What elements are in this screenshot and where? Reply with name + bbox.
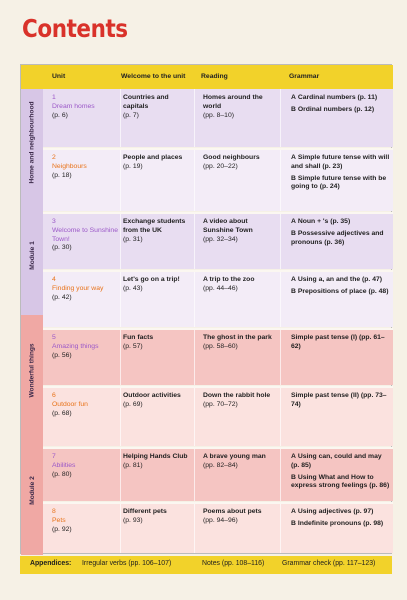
reading-pages: (pp. 32–34) <box>203 235 238 243</box>
welcome-cell <box>123 503 195 553</box>
unit-pages: (p. 80) <box>52 470 72 478</box>
grammar-item <box>291 508 391 517</box>
header-unit: Unit <box>52 73 66 81</box>
welcome-topic: Fun facts <box>123 334 154 341</box>
unit-number: 8 <box>52 508 56 515</box>
grammar-item <box>291 94 391 103</box>
unit-cell <box>52 329 121 385</box>
grammar-item-text: Simple future tense with be going to (p. 24) <box>291 174 387 191</box>
grammar-item-text: Using can, could and may (p. 85) <box>291 453 382 469</box>
reading-cell <box>203 503 281 553</box>
welcome-cell <box>123 329 195 385</box>
unit-number: 2 <box>52 154 56 161</box>
welcome-pages: (p. 57) <box>123 342 143 350</box>
module-2-theme-label <box>21 315 43 425</box>
grammar-item-letter: A <box>291 453 296 460</box>
unit-title: Welcome to Sunshine Town! <box>52 226 118 243</box>
module-2-label <box>21 425 43 555</box>
unit-row <box>43 213 393 269</box>
header-reading: Reading <box>201 73 228 81</box>
welcome-pages: (p. 81) <box>123 461 143 469</box>
reading-cell <box>203 448 281 501</box>
module-1-theme-text: Home and neighbourhood <box>28 100 36 184</box>
grammar-item <box>291 154 391 172</box>
unit-pages: (p. 30) <box>52 244 72 252</box>
unit-row <box>43 89 393 147</box>
grammar-item <box>291 453 391 471</box>
unit-row <box>43 329 393 385</box>
grammar-item-text: Simple past tense (I) (pp. 61–62) <box>291 334 385 350</box>
unit-title: Outdoor fun <box>52 400 88 408</box>
welcome-pages: (p. 69) <box>123 400 143 408</box>
grammar-item <box>291 474 391 492</box>
appendix-grammar-check: Grammar check (pp. 117–123) <box>282 560 376 567</box>
reading-topic: The ghost in the park <box>203 334 272 341</box>
unit-cell <box>52 387 121 446</box>
page-title: Contents <box>22 14 128 43</box>
grammar-item-letter: B <box>291 473 296 481</box>
grammar-item-text: Using adjectives (p. 97) <box>297 508 374 515</box>
contents-table <box>20 64 392 554</box>
grammar-cell <box>291 503 391 553</box>
row-divider <box>43 502 393 504</box>
appendices-bar <box>20 556 392 574</box>
grammar-item-letter: A <box>291 218 296 225</box>
welcome-topic: Different pets <box>123 508 167 515</box>
grammar-item-letter: A <box>291 154 296 161</box>
grammar-item <box>291 392 391 410</box>
grammar-item-text: Indefinite pronouns (p. 98) <box>297 519 384 527</box>
reading-topic: A trip to the zoo <box>203 276 255 283</box>
unit-pages: (p. 42) <box>52 293 72 301</box>
grammar-cell <box>291 387 391 446</box>
grammar-item-letter: B <box>291 287 296 295</box>
reading-pages: (pp. 8–10) <box>203 111 234 119</box>
unit-title: Pets <box>52 516 66 524</box>
unit-cell <box>52 149 121 211</box>
reading-cell <box>203 387 281 446</box>
unit-number: 6 <box>52 392 56 399</box>
row-divider <box>43 148 393 150</box>
unit-cell <box>52 448 121 501</box>
grammar-item-letter: A <box>291 276 296 283</box>
welcome-cell <box>123 448 195 501</box>
grammar-item <box>291 288 391 297</box>
grammar-item-letter: A <box>291 94 296 101</box>
grammar-cell <box>291 329 391 385</box>
row-divider <box>43 270 393 272</box>
grammar-item-text: Possessive adjectives and pronouns (p. 36) <box>291 229 384 246</box>
unit-title: Finding your way <box>52 284 104 292</box>
row-divider <box>43 328 393 330</box>
welcome-cell <box>123 149 195 211</box>
table-header-row <box>21 65 393 89</box>
welcome-topic: Countries and capitals <box>123 94 169 110</box>
module-1-theme-label <box>21 89 43 195</box>
grammar-item <box>291 334 391 352</box>
grammar-item-letter: B <box>291 519 296 527</box>
reading-pages: (pp. 58–60) <box>203 342 238 350</box>
unit-pages: (p. 92) <box>52 525 72 533</box>
grammar-item-text: Prepositions of place (p. 48) <box>297 287 389 295</box>
module-2-text: Module 2 <box>28 475 36 505</box>
appendix-irregular-verbs: Irregular verbs (pp. 106–107) <box>82 560 172 567</box>
reading-cell <box>203 271 281 327</box>
reading-cell <box>203 149 281 211</box>
reading-pages: (pp. 20–22) <box>203 162 238 170</box>
reading-pages: (pp. 94–96) <box>203 516 238 524</box>
unit-row <box>43 387 393 446</box>
grammar-item-text: Simple future tense with will and shall (p. 23) <box>291 154 390 170</box>
reading-topic: Homes around the world <box>203 94 263 110</box>
reading-topic: Good neighbours <box>203 154 260 161</box>
reading-topic: A brave young man <box>203 453 266 460</box>
header-grammar: Grammar <box>289 73 320 81</box>
grammar-cell <box>291 149 391 211</box>
unit-title: Amazing things <box>52 342 99 350</box>
unit-cell <box>52 503 121 553</box>
module-2-theme-text: Wonderful things <box>28 342 36 398</box>
module-1-text: Module 1 <box>28 240 36 270</box>
unit-row <box>43 271 393 327</box>
welcome-cell <box>123 89 195 147</box>
grammar-item <box>291 520 391 529</box>
welcome-pages: (p. 7) <box>123 111 139 119</box>
unit-number: 7 <box>52 453 56 460</box>
grammar-item <box>291 218 391 227</box>
grammar-item <box>291 106 391 115</box>
unit-cell <box>52 213 121 269</box>
reading-pages: (pp. 70–72) <box>203 400 238 408</box>
grammar-item-text: Using What and How to express strong feelings (p. 86) <box>291 473 390 490</box>
welcome-pages: (p. 19) <box>123 162 143 170</box>
grammar-item <box>291 230 391 248</box>
grammar-item <box>291 175 391 193</box>
row-divider <box>43 386 393 388</box>
grammar-cell <box>291 213 391 269</box>
unit-row <box>43 448 393 501</box>
unit-pages: (p. 18) <box>52 171 72 179</box>
grammar-item <box>291 276 391 285</box>
unit-cell <box>52 271 121 327</box>
welcome-topic: Let's go on a trip! <box>123 276 180 283</box>
unit-number: 3 <box>52 218 56 225</box>
grammar-item-text: Noun + 's (p. 35) <box>297 218 351 225</box>
welcome-topic: Exchange students from the UK <box>123 218 186 234</box>
appendices-label: Appendices: <box>30 560 72 567</box>
welcome-cell <box>123 387 195 446</box>
grammar-item-text: Cardinal numbers (p. 11) <box>297 94 378 101</box>
unit-cell <box>52 89 121 147</box>
unit-number: 1 <box>52 94 56 101</box>
appendix-notes: Notes (pp. 108–116) <box>202 560 265 567</box>
unit-title: Neighbours <box>52 162 87 170</box>
welcome-topic: Helping Hands Club <box>123 453 188 460</box>
header-welcome: Welcome to the unit <box>121 73 186 81</box>
reading-topic: A video about Sunshine Town <box>203 218 253 234</box>
module-1-label <box>21 195 43 315</box>
grammar-cell <box>291 271 391 327</box>
reading-cell <box>203 329 281 385</box>
row-divider <box>43 212 393 214</box>
grammar-item-letter: B <box>291 229 296 237</box>
reading-topic: Down the rabbit hole <box>203 392 271 399</box>
unit-number: 5 <box>52 334 56 341</box>
welcome-cell <box>123 213 195 269</box>
unit-pages: (p. 68) <box>52 409 72 417</box>
unit-row <box>43 503 393 553</box>
unit-number: 4 <box>52 276 56 283</box>
row-divider <box>43 447 393 449</box>
welcome-cell <box>123 271 195 327</box>
unit-pages: (p. 56) <box>52 351 72 359</box>
grammar-item-letter: B <box>291 105 296 113</box>
reading-topic: Poems about pets <box>203 508 262 515</box>
grammar-item-text: Ordinal numbers (p. 12) <box>297 105 375 113</box>
grammar-item-text: Simple past tense (II) (pp. 73–74) <box>291 392 387 408</box>
reading-cell <box>203 213 281 269</box>
grammar-item-text: Using a, an and the (p. 47) <box>297 276 383 283</box>
unit-title: Abilities <box>52 461 76 469</box>
welcome-pages: (p. 43) <box>123 284 143 292</box>
grammar-item-letter: B <box>291 174 296 182</box>
welcome-pages: (p. 31) <box>123 235 143 243</box>
grammar-cell <box>291 448 391 501</box>
reading-pages: (pp. 82–84) <box>203 461 238 469</box>
grammar-cell <box>291 89 391 147</box>
grammar-item-letter: A <box>291 508 296 515</box>
unit-row <box>43 149 393 211</box>
welcome-topic: Outdoor activities <box>123 392 181 399</box>
welcome-topic: People and places <box>123 154 183 161</box>
welcome-pages: (p. 93) <box>123 516 143 524</box>
unit-title: Dream homes <box>52 102 95 110</box>
reading-pages: (pp. 44–46) <box>203 284 238 292</box>
unit-pages: (p. 6) <box>52 111 68 119</box>
reading-cell <box>203 89 281 147</box>
